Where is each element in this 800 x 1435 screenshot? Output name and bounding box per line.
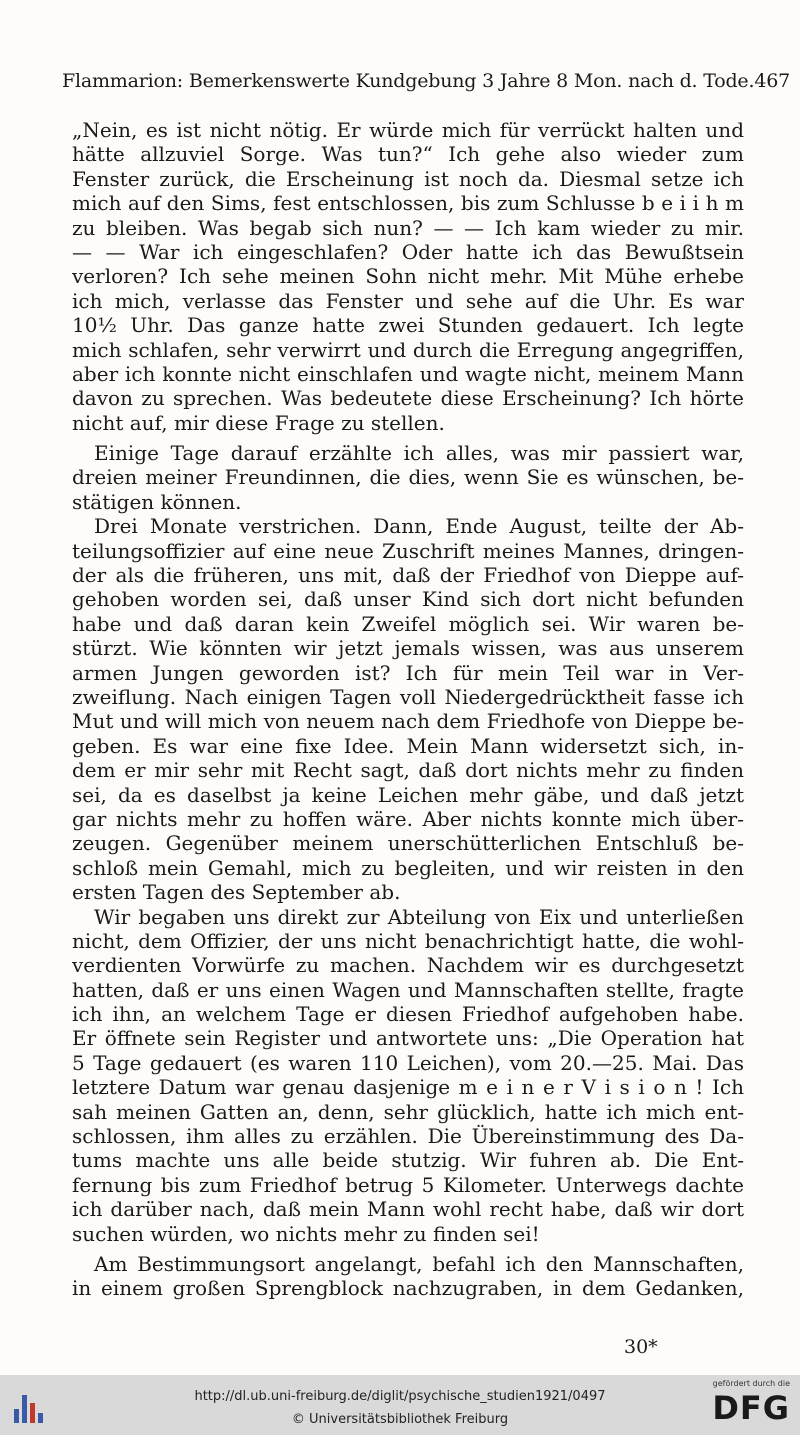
text-line: teilungsoffizier auf eine neue Zuschrift meines Mannes, dringen- — [72, 538, 744, 563]
text-line: davon zu sprechen. Was bedeutete diese Erscheinung? Ich hörte — [72, 386, 744, 411]
text-line: schloß mein Gemahl, mich zu begleiten, und wir reisten in den — [72, 855, 744, 880]
text-line: ich ihn, an welchem Tage er diesen Friedhof aufgehoben habe. — [72, 1002, 744, 1027]
text-line: stürzt. Wie könnten wir jetzt jemals wissen, was aus unserem — [72, 636, 744, 661]
text-line: schlossen, ihm alles zu erzählen. Die Übereinstimmung des Da- — [72, 1124, 744, 1149]
text-line: sei, da es daselbst ja keine Leichen mehr gäbe, und daß jetzt — [72, 782, 744, 807]
text-line: hätte allzuviel Sorge. Was tun?“ Ich gehe also wieder zum — [72, 142, 744, 167]
text-line: Er öffnete sein Register und antwortete uns: „Die Operation hat — [72, 1026, 744, 1051]
funder-note: gefördert durch die — [712, 1379, 790, 1388]
text-line: armen Jungen geworden ist? Ich für mein Teil war in Ver- — [72, 660, 744, 685]
text-line: — — War ich eingeschlafen? Oder hatte ich das Bewußtsein — [72, 239, 744, 264]
text-line: habe und daß daran kein Zweifel möglich sei. Wir waren be- — [72, 611, 744, 636]
text-line: letztere Datum war genau dasjenige m e i n e r V i s i o n ! Ich — [72, 1075, 744, 1100]
text-line: Am Bestimmungsort angelangt, befahl ich den Mannschaften, — [94, 1251, 744, 1276]
text-line: tums machte uns alle beide stutzig. Wir fuhren ab. Die Ent- — [72, 1148, 744, 1173]
text-line: gar nichts mehr zu hoffen wäre. Aber nichts konnte mich über- — [72, 806, 744, 831]
text-line: dreien meiner Freundinnen, die dies, wenn Sie es wünschen, be- — [72, 465, 744, 490]
text-line: suchen würden, wo nichts mehr zu finden sei! — [72, 1221, 540, 1246]
text-line: geben. Es war eine fixe Idee. Mein Mann widersetzt sich, in- — [72, 733, 744, 758]
text-line: mich schlafen, sehr verwirrt und durch die Erregung angegriffen, — [72, 337, 744, 362]
running-header — [62, 70, 790, 92]
text-line: zeugen. Gegenüber meinem unerschütterlichen Entschluß be- — [72, 831, 744, 856]
text-line: Wir begaben uns direkt zur Abteilung von Eix und unterließen — [94, 904, 744, 929]
text-line: „Nein, es ist nicht nötig. Er würde mich für verrückt halten und — [72, 118, 744, 142]
text-line: hatten, daß er uns einen Wagen und Mannschaften stellte, fragte — [72, 977, 744, 1002]
text-line: der als die früheren, uns mit, daß der Friedhof von Dieppe auf- — [72, 563, 744, 588]
body-text — [72, 118, 744, 1301]
text-line: ersten Tagen des September ab. — [72, 880, 401, 905]
text-line: Einige Tage darauf erzählte ich alles, was mir passiert war, — [94, 441, 744, 466]
text-line: dem er mir sehr mit Recht sagt, daß dort nichts mehr zu finden — [72, 758, 744, 783]
text-line: verdienten Vorwürfe zu machen. Nachdem wir es durchgesetzt — [72, 953, 744, 978]
text-line: aber ich konnte nicht einschlafen und wagte nicht, meinem Mann — [72, 361, 744, 386]
footer-bar — [0, 1375, 800, 1435]
text-line: ich mich, verlasse das Fenster und sehe auf die Uhr. Es war — [72, 288, 744, 313]
text-line: Mut und will mich von neuem nach dem Friedhofe von Dieppe be- — [72, 709, 744, 734]
text-line: nicht, dem Offizier, der uns nicht benachrichtigt hatte, die wohl- — [72, 928, 744, 953]
text-line: stätigen können. — [72, 489, 242, 514]
text-line: mich auf den Sims, fest entschlossen, bis zum Schlusse b e i i h m — [72, 191, 744, 216]
text-line: verloren? Ich sehe meinen Sohn nicht mehr. Mit Mühe erhebe — [72, 264, 744, 289]
text-line: fernung bis zum Friedhof betrug 5 Kilometer. Unterwegs dachte — [72, 1172, 744, 1197]
dfg-logo: DFG — [712, 1389, 790, 1427]
text-line: 5 Tage gedauert (es waren 110 Leichen), vom 20.—25. Mai. Das — [72, 1050, 744, 1075]
text-line: zweiflung. Nach einigen Tagen voll Niedergedrücktheit fasse ich — [72, 684, 744, 709]
text-line: sah meinen Gatten an, denn, sehr glücklich, hatte ich mich ent- — [72, 1099, 744, 1124]
text-line: gehoben worden sei, daß unser Kind sich dort nicht befunden — [72, 587, 744, 612]
text-line: ich darüber nach, daß mein Mann wohl recht habe, daß wir dort — [72, 1197, 744, 1222]
text-line: 10½ Uhr. Das ganze hatte zwei Stunden gedauert. Ich legte — [72, 313, 744, 338]
text-line: in einem großen Sprengblock nachzugraben, in dem Gedanken, — [72, 1276, 744, 1301]
page-number: 467 — [754, 70, 790, 92]
permalink-link[interactable]: http://dl.ub.uni-freiburg.de/diglit/psychische_studien1921/0497 — [194, 1389, 606, 1404]
text-line: Drei Monate verstrichen. Dann, Ende August, teilte der Ab- — [94, 514, 744, 539]
text-line: nicht auf, mir diese Frage zu stellen. — [72, 410, 445, 435]
running-title: Flammarion: Bemerkenswerte Kundgebung 3 Jahre 8 Mon. nach d. Tode. — [62, 70, 755, 92]
text-line: Fenster zurück, die Erscheinung ist noch da. Diesmal setze ich — [72, 166, 744, 191]
signature-mark: 30* — [624, 1336, 658, 1358]
copyright-text: © Universitätsbibliothek Freiburg — [291, 1412, 509, 1427]
text-line: zu bleiben. Was begab sich nun? — — Ich kam wieder zu mir. — [72, 215, 744, 240]
